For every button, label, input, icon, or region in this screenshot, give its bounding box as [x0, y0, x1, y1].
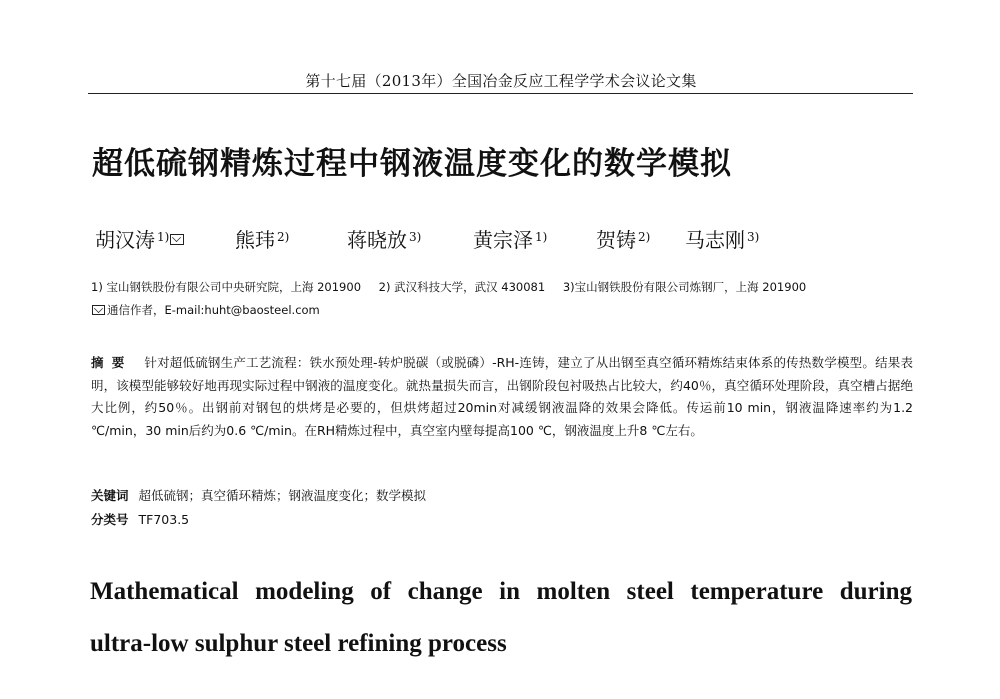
author-name: 熊玮	[235, 228, 275, 252]
affiliation-1: 1) 宝山钢铁股份有限公司中央研究院，上海 201900	[91, 280, 362, 294]
author-name: 马志刚	[685, 228, 745, 252]
paper-title-cn: 超低硫钢精炼过程中钢液温度变化的数学模拟	[92, 146, 732, 182]
author-5	[596, 224, 650, 253]
author-affil-mark: 3)	[747, 230, 760, 244]
author-2	[235, 224, 289, 253]
author-name: 蒋晓放	[347, 228, 407, 252]
author-3	[347, 224, 421, 253]
author-affil-mark: 1)	[157, 230, 170, 244]
classification-label: 分类号	[91, 512, 129, 527]
affiliation-3: 3)宝山钢铁股份有限公司炼钢厂，上海 201900	[562, 280, 807, 294]
classification-code: TF703.5	[138, 512, 190, 527]
author-name: 黄宗泽	[473, 228, 533, 252]
affiliation-2: 2) 武汉科技大学，武汉 430081	[378, 280, 546, 294]
running-header: 第十七届（2013年）全国冶金反应工程学学术会议论文集	[305, 72, 697, 90]
title-en-line-1: Mathematical modeling of change in molten steel temperature during	[90, 578, 912, 605]
author-affil-mark: 1)	[535, 230, 548, 244]
header-rule	[88, 93, 913, 94]
keywords-text: 超低硫钢；真空循环精炼；钢液温度变化；数学模拟	[138, 488, 427, 503]
author-name: 胡汉涛	[95, 228, 155, 252]
keywords	[91, 486, 426, 504]
envelope-icon	[170, 234, 184, 245]
envelope-icon	[92, 305, 105, 315]
author-1	[95, 224, 184, 253]
title-en-line-2: ultra-low sulphur steel refining process	[90, 630, 507, 657]
paper-title-en	[90, 566, 912, 670]
keywords-label: 关键词	[91, 488, 129, 503]
classification	[91, 510, 189, 528]
author-name: 贺铸	[596, 228, 636, 252]
abstract-label: 摘要	[91, 355, 133, 370]
author-6	[685, 224, 759, 253]
abstract	[91, 352, 913, 442]
abstract-text: 针对超低硫钢生产工艺流程：铁水预处理-转炉脱碳（或脱磷）-RH-连铸，建立了从出钢至真空循环精炼结束体系的传热数学模型。结果表明，该模型能够较好地再现实际过程中钢液的温度变化。就热量损失而言，出钢阶段包衬吸热占比较大，约40％，真空循环处理阶段，真空槽占据绝大比例，约50％。出钢前对钢包的烘烤是必要的，但烘烤超过20min对减缓钢液温降的效果会降低。传运前10 min，钢液温降速率约为1.2 ℃/min，30 min后约为0.6 ℃/min。在RH精炼过程中，真空室内壁每提高100 ℃，钢液温度上升8 ℃左右。	[91, 355, 913, 438]
author-affil-mark: 2)	[638, 230, 651, 244]
author-affil-mark: 2)	[277, 230, 290, 244]
correspondence-text: 通信作者，E-mail:huht@baosteel.com	[107, 303, 320, 317]
affiliations	[91, 279, 820, 295]
author-4	[473, 224, 547, 253]
author-affil-mark: 3)	[409, 230, 422, 244]
correspondence	[91, 302, 320, 318]
